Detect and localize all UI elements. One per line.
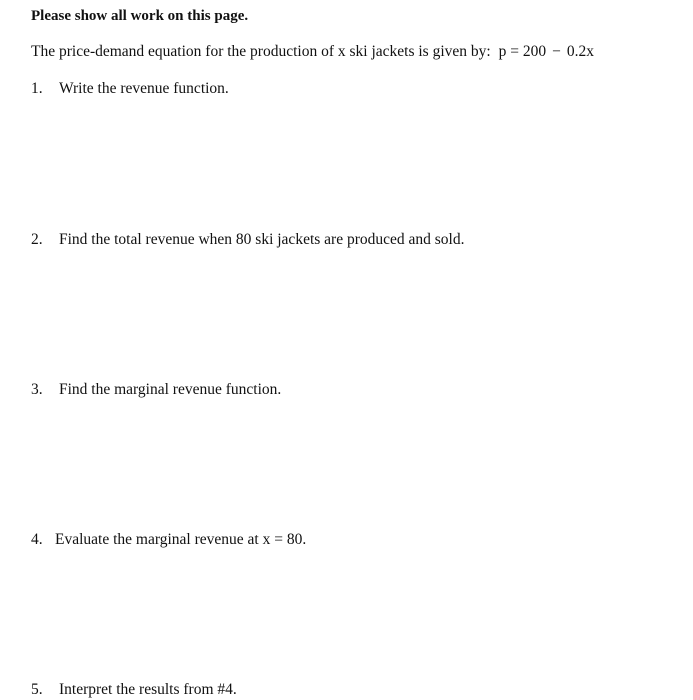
question-1-text: Write the revenue function.: [59, 80, 229, 97]
instruction-heading: Please show all work on this page.: [31, 8, 249, 24]
equation-rhs: 0.2x: [566, 43, 594, 60]
question-3-text: Find the marginal revenue function.: [59, 381, 282, 398]
question-3-number: 3.: [31, 381, 43, 398]
question-2-number: 2.: [31, 231, 43, 248]
price-demand-equation: [499, 43, 594, 60]
problem-statement-text: The price-demand equation for the production of x ski jackets is given by:: [31, 43, 491, 60]
question-2-text: Find the total revenue when 80 ski jackets are produced and sold.: [59, 231, 465, 248]
question-5-text: Interpret the results from #4.: [59, 681, 237, 698]
question-4-number: 4.: [31, 531, 43, 548]
equation-lhs: p = 200: [498, 43, 547, 60]
problem-statement: [31, 43, 594, 61]
question-4-text: Evaluate the marginal revenue at x = 80.: [55, 531, 307, 548]
equation-minus: −: [552, 43, 561, 60]
question-1-number: 1.: [31, 80, 43, 97]
question-5-number: 5.: [31, 681, 43, 698]
